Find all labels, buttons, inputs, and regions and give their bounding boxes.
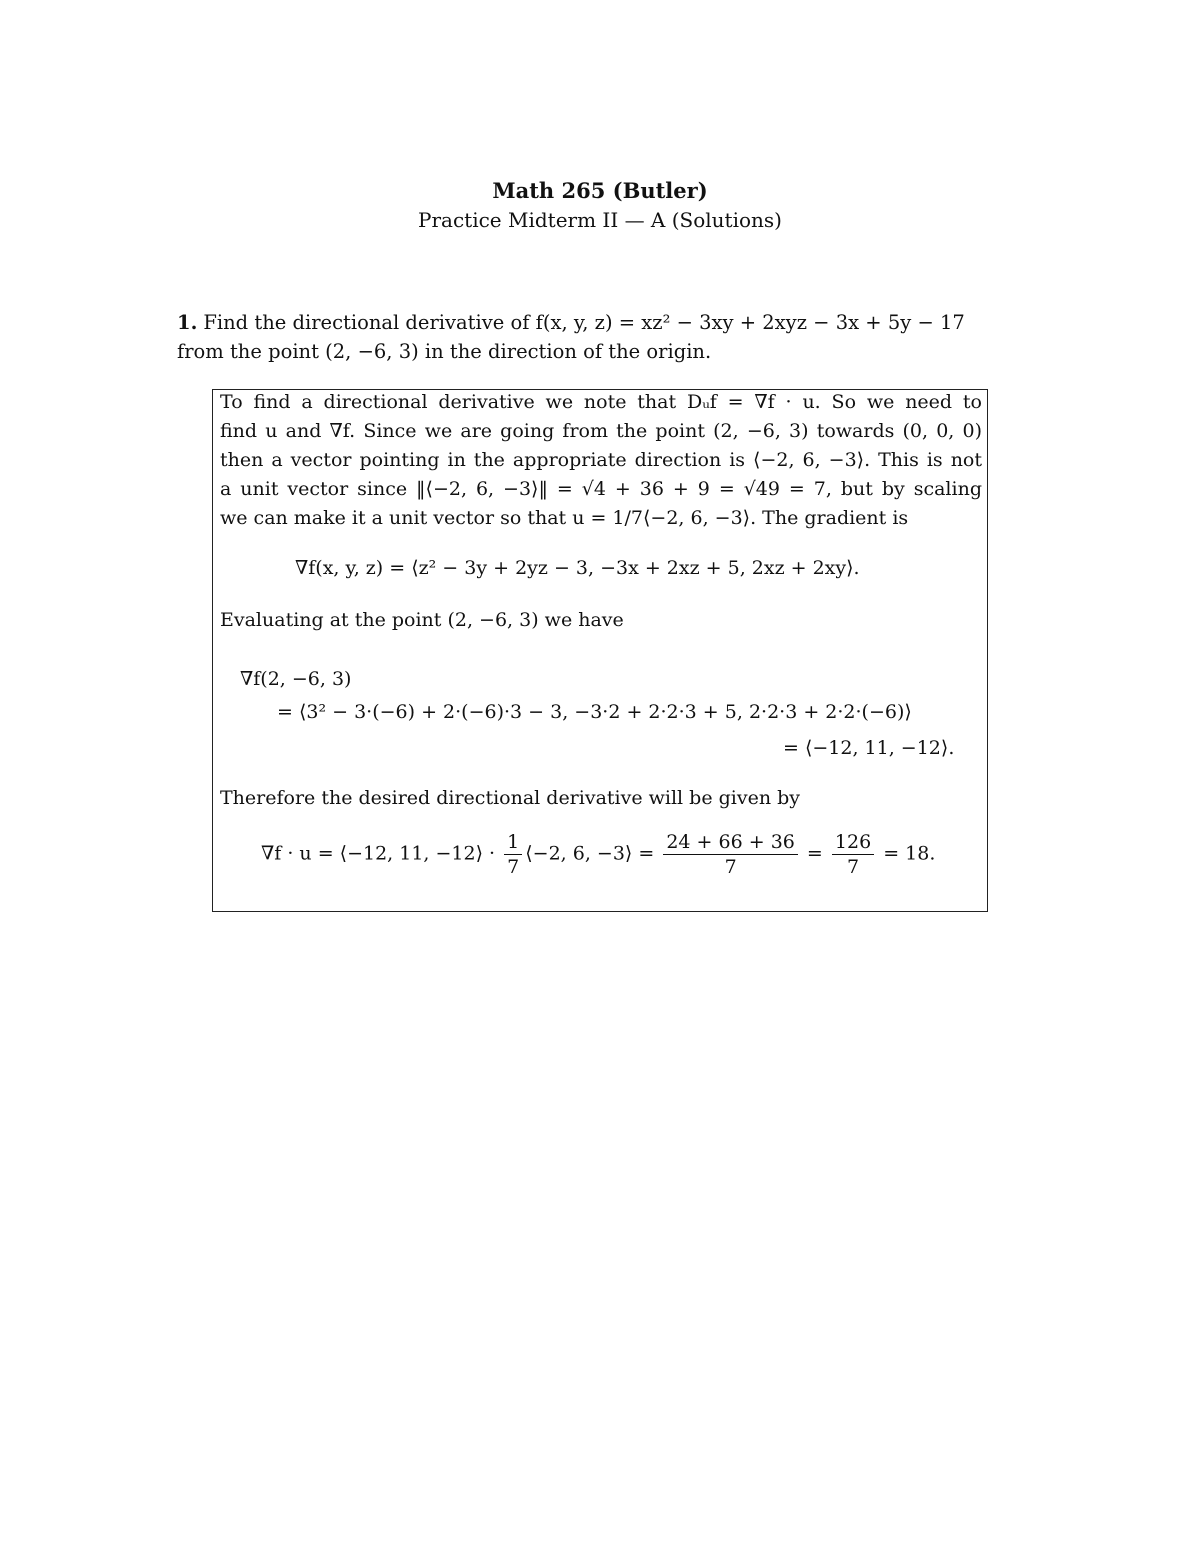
solution-box [212,389,988,912]
eval-result: = ⟨−12, 11, −12⟩. [783,737,955,759]
problem-text-1: Find the directional derivative of f(x, y, z) = xz² − 3xy + 2xyz − 3x + 5y − 17 [203,311,965,334]
final-equals: = [806,842,823,865]
exam-subtitle: Practice Midterm II — A (Solutions) [418,208,782,232]
gradient-equation: ∇f(x, y, z) = ⟨z² − 3y + 2yz − 3, −3x + 2xz + 5, 2xz + 2xy⟩. [295,557,860,579]
final-lhs: ∇f · u = ⟨−12, 11, −12⟩ · [261,842,496,865]
fraction-one-seventh [504,831,522,878]
fraction-denominator: 7 [724,856,737,878]
solution-line-2: find u and ∇f. Since we are going from the point (2, −6, 3) towards (0, 0, 0) [220,420,982,442]
solution-line-4: a unit vector since ‖⟨−2, 6, −3⟩‖ = √4 + 36 + 9 = √49 = 7, but by scaling [220,478,982,500]
therefore-line: Therefore the desired directional derivative will be given by [220,787,801,809]
solution-line-3: then a vector pointing in the appropriate direction is ⟨−2, 6, −3⟩. This is not [220,449,982,471]
problem-line-2: from the point (2, −6, 3) in the direction of the origin. [177,340,712,363]
fraction-sum [663,831,798,878]
solution-line-5: we can make it a unit vector so that u = 1/7⟨−2, 6, −3⟩. The gradient is [220,507,909,529]
fraction-numerator: 126 [832,831,874,855]
evaluating-intro: Evaluating at the point (2, −6, 3) we have [220,609,624,631]
problem-number: 1. [177,311,198,334]
fraction-numerator: 24 + 66 + 36 [663,831,798,855]
final-equation [261,831,935,878]
problem-line-1 [177,308,1027,337]
fraction-numerator: 1 [504,831,522,855]
final-result: = 18. [883,842,936,865]
fraction-126-over-7 [832,831,874,878]
problem-statement [177,308,1027,366]
course-title: Math 265 (Butler) [492,178,708,203]
eval-lhs: ∇f(2, −6, 3) [240,668,352,690]
eval-middle: = ⟨3² − 3·(−6) + 2·(−6)·3 − 3, −3·2 + 2·2·3 + 5, 2·2·3 + 2·2·(−6)⟩ [277,701,912,723]
fraction-denominator: 7 [846,856,860,878]
fraction-denominator: 7 [507,856,520,878]
solution-line-1: To find a directional derivative we note that Dᵤf = ∇f · u. So we need to [220,391,982,413]
final-vector: ⟨−2, 6, −3⟩ = [525,842,655,865]
